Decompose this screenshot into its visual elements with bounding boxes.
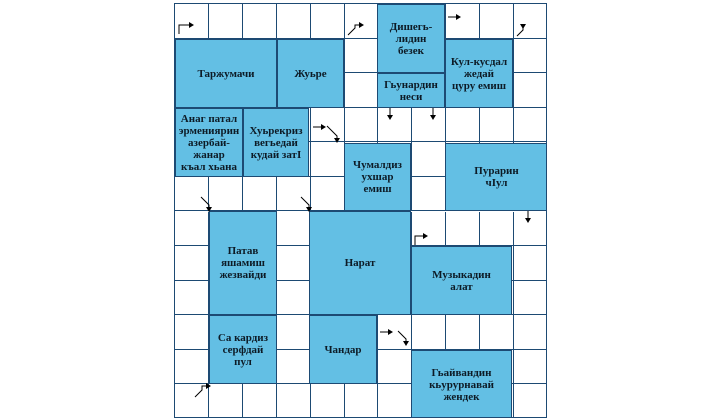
- answer-cell[interactable]: [514, 246, 547, 281]
- answer-cell[interactable]: [378, 384, 412, 418]
- clue-box: Дишегь- лидин безек: [377, 4, 445, 73]
- answer-cell[interactable]: [345, 384, 379, 418]
- answer-cell[interactable]: [175, 246, 209, 281]
- clue-box: Хуьрекриз вегьедай кудай затI: [243, 108, 309, 177]
- clue-box: Музыкадин алат: [411, 246, 512, 315]
- clue-box: Гьайвандин кьурурнавай жендек: [411, 350, 512, 418]
- answer-cell[interactable]: [243, 4, 277, 39]
- answer-cell[interactable]: [277, 384, 311, 418]
- answer-cell[interactable]: [446, 212, 480, 247]
- answer-cell[interactable]: [514, 281, 547, 316]
- clue-box: Чандар: [309, 315, 377, 384]
- clue-box: Чумалдиз ухшар емиш: [344, 143, 411, 211]
- answer-cell[interactable]: [311, 384, 345, 418]
- arrow-down-icon: [396, 329, 416, 351]
- answer-cell[interactable]: [412, 142, 446, 177]
- answer-cell[interactable]: [412, 177, 446, 212]
- answer-cell[interactable]: [345, 39, 379, 74]
- arrow-down-icon: [199, 195, 219, 217]
- clue-box: Пурарин чIул: [445, 143, 547, 211]
- answer-cell[interactable]: [514, 384, 547, 418]
- answer-cell[interactable]: [277, 315, 311, 350]
- arrow-right-icon: [178, 22, 208, 36]
- answer-cell[interactable]: [209, 4, 243, 39]
- clue-box: Гьунардин неси: [377, 73, 445, 108]
- answer-cell[interactable]: [311, 4, 345, 39]
- answer-cell[interactable]: [277, 281, 311, 316]
- crossword-board: [174, 3, 547, 418]
- answer-cell[interactable]: [175, 281, 209, 316]
- arrow-down-icon: [514, 22, 544, 40]
- answer-cell[interactable]: [243, 384, 277, 418]
- arrow-down-icon: [521, 211, 535, 225]
- answer-cell[interactable]: [378, 350, 412, 385]
- answer-cell[interactable]: [277, 350, 311, 385]
- answer-cell[interactable]: [345, 108, 379, 143]
- clue-box: Са кардиз серфдай пул: [209, 315, 277, 384]
- answer-cell[interactable]: [446, 108, 480, 143]
- clue-box: Анаг патал эрмениярин азербай- жанар къал хьана: [175, 108, 243, 177]
- arrow-down-icon: [426, 108, 440, 122]
- answer-cell[interactable]: [175, 315, 209, 350]
- answer-cell[interactable]: [480, 212, 514, 247]
- arrow-down-icon: [299, 195, 319, 217]
- answer-cell[interactable]: [514, 39, 547, 74]
- answer-cell[interactable]: [277, 246, 311, 281]
- answer-cell[interactable]: [480, 4, 514, 39]
- clue-box: Таржумачи: [175, 39, 277, 108]
- answer-cell[interactable]: [175, 350, 209, 385]
- arrow-down-icon: [383, 108, 397, 122]
- answer-cell[interactable]: [243, 177, 277, 212]
- answer-cell[interactable]: [514, 315, 547, 350]
- arrow-right-icon: [414, 233, 444, 247]
- answer-cell[interactable]: [514, 108, 547, 143]
- arrow-right-icon: [345, 22, 375, 36]
- answer-cell[interactable]: [412, 315, 446, 350]
- clue-box: Кул-кусдал жедай цуру емиш: [445, 39, 513, 108]
- clue-box: Патав яшамиш жезвайди: [209, 211, 277, 315]
- arrow-right-icon: [192, 382, 222, 400]
- arrow-right-icon: [447, 14, 477, 28]
- clue-box: Жуьре: [277, 39, 344, 108]
- answer-cell[interactable]: [311, 142, 345, 177]
- answer-cell[interactable]: [480, 315, 514, 350]
- answer-cell[interactable]: [345, 73, 379, 108]
- answer-cell[interactable]: [480, 108, 514, 143]
- answer-cell[interactable]: [446, 315, 480, 350]
- answer-cell[interactable]: [514, 350, 547, 385]
- answer-cell[interactable]: [514, 73, 547, 108]
- arrow-down-icon: [325, 124, 345, 146]
- answer-cell[interactable]: [277, 4, 311, 39]
- clue-box: Нарат: [309, 211, 411, 315]
